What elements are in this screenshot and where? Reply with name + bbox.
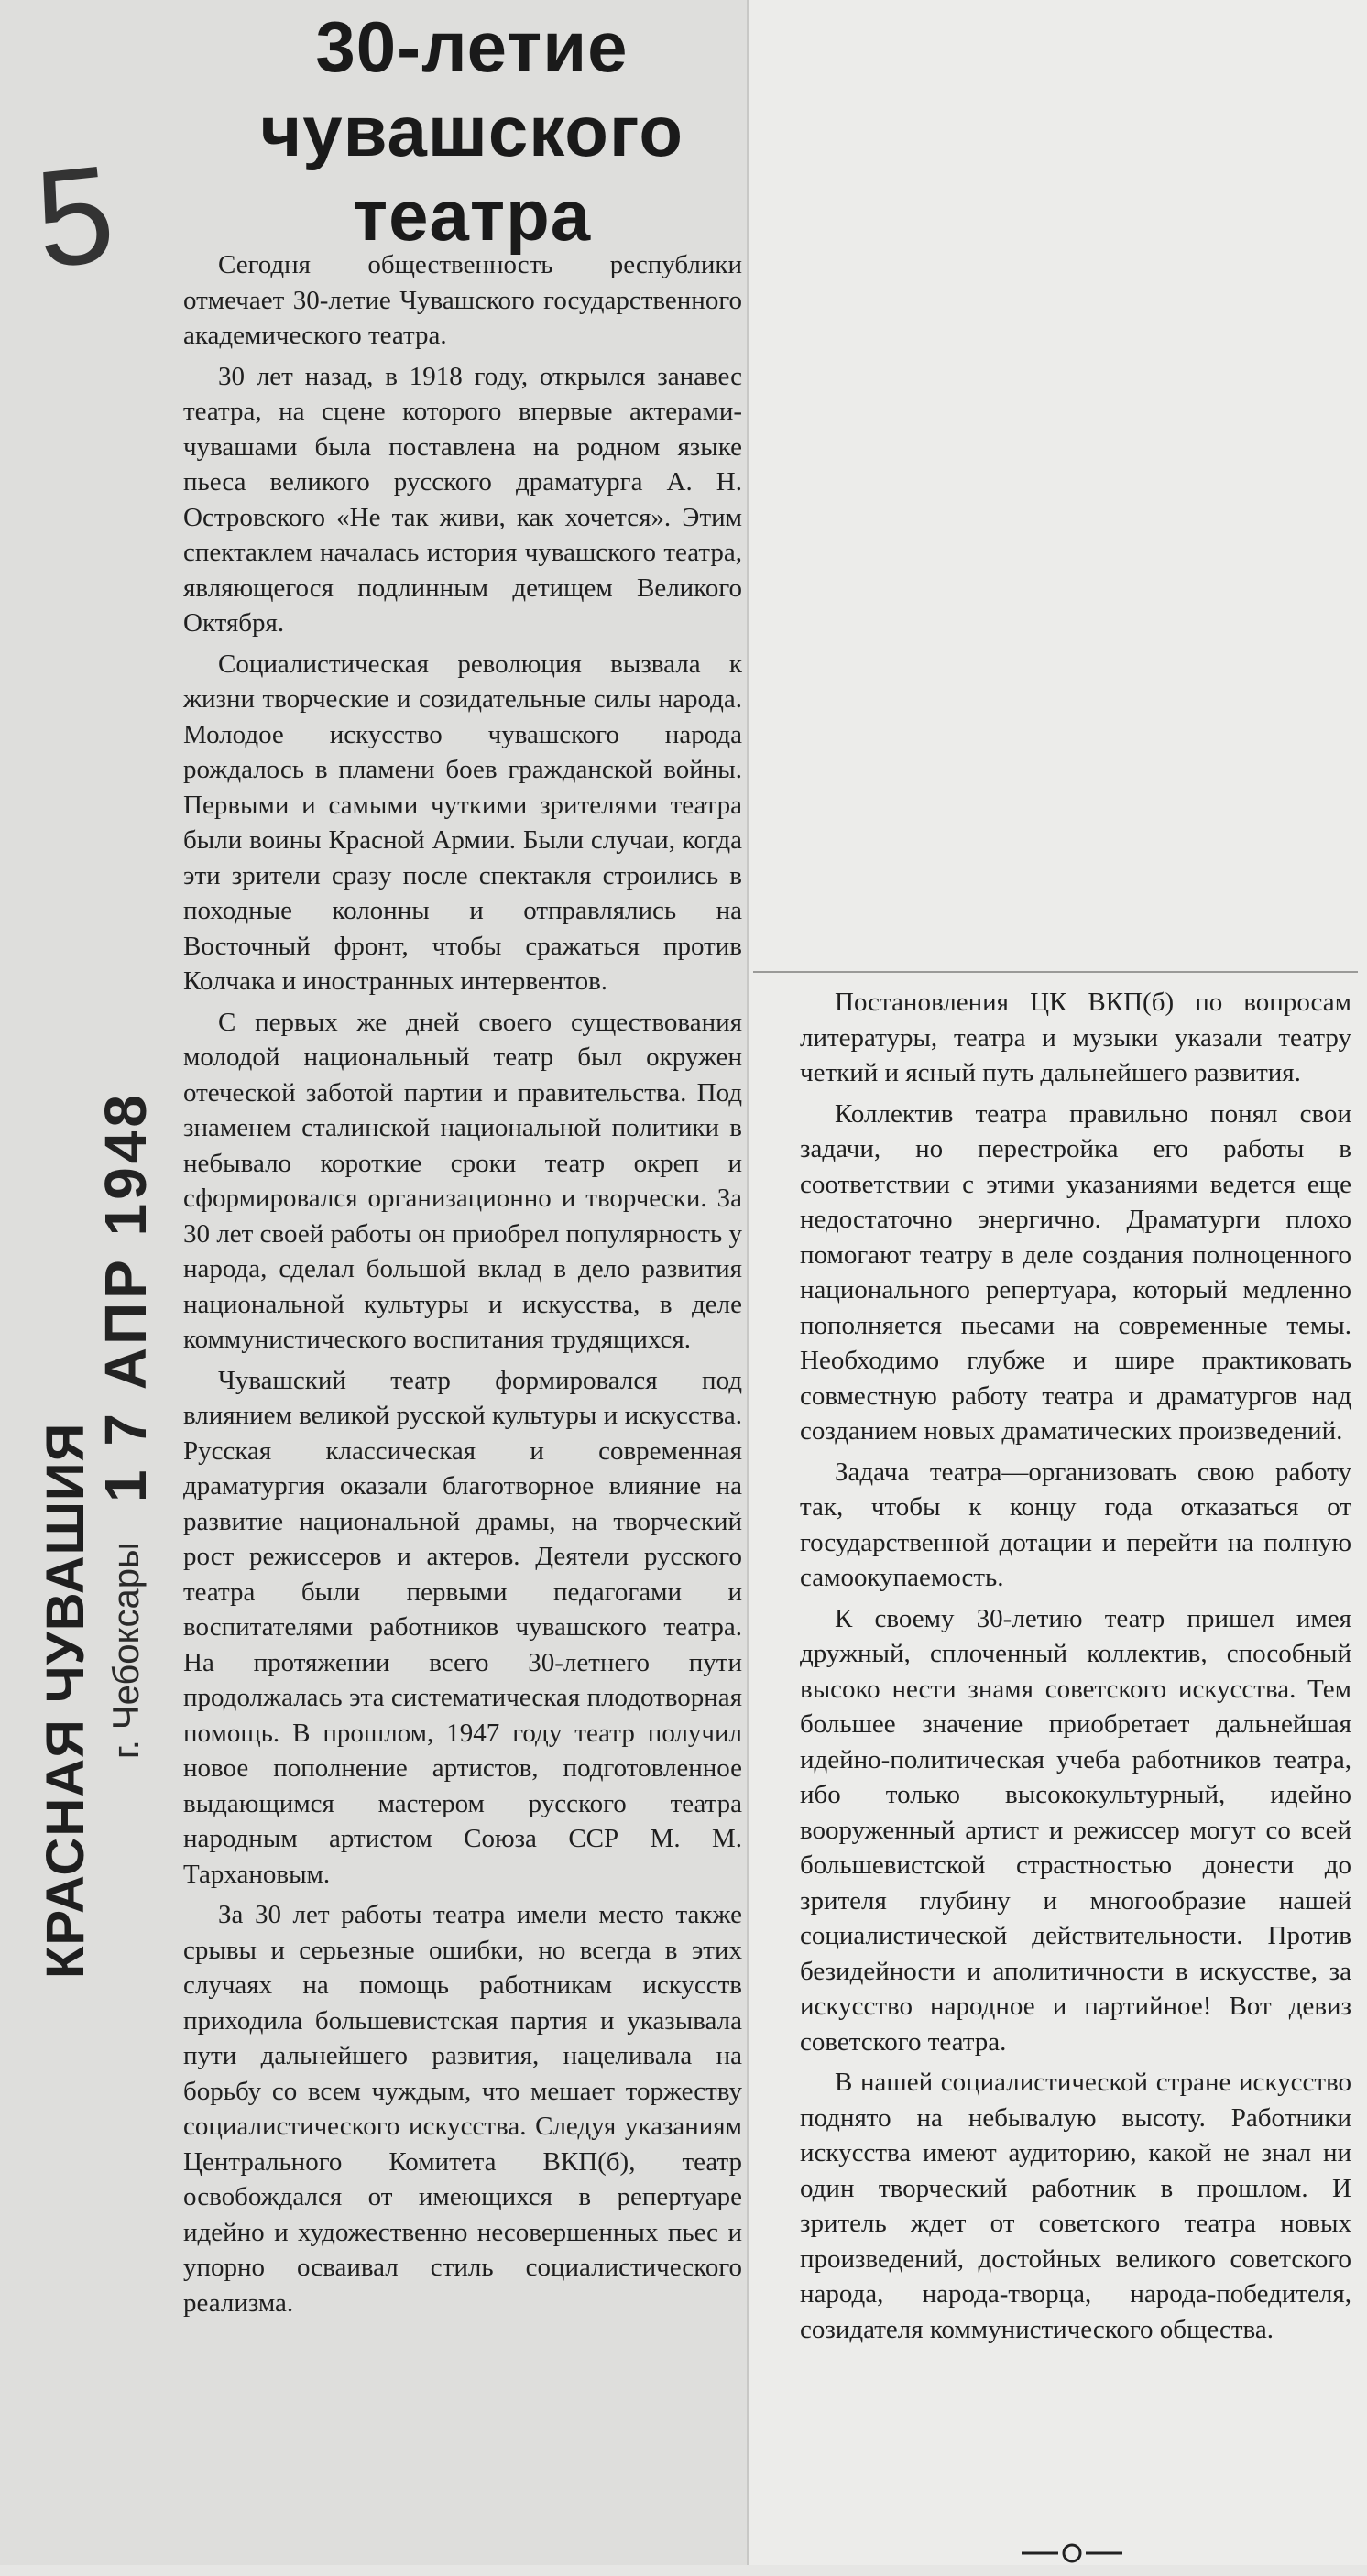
paragraph: За 30 лет работы театра имели место также срывы и серьезные ошибки, но всегда в этих случаях на помощь работникам искусств приходила большевистская партия и указывала пути дальнейшего развития, нацеливала на борьбу со всем чуждым, что мешает торжеству социалистического искусства. Следуя указаниям Центрального Комитета ВКП(б), театр освобождался от имеющихся в репертуаре идейно и художественно несовершенных пьес и упорно осваивал стиль социалистического реализма. xyxy=(183,1900,742,2318)
article-column-left xyxy=(183,247,742,2326)
paragraph: В нашей социалистической стране искусство поднято на небывалую высоту. Работники искусства имеют аудиторию, какой не знал ни один творческий работник в прошлом. И зритель ждет от советского театра новых произведений, достойных великого советского народа, народа-творца, народа-победителя, созидателя коммунистического общества. xyxy=(800,2068,1351,2344)
paragraph: Сегодня общественность республики отмечает 30-летие Чувашского государственного академического театра. xyxy=(183,250,742,350)
paragraph: Коллектив театра правильно понял свои задачи, но перестройка его работы в соответствии с этими указаниями ведется еще недостаточно энергично. Драматурги плохо помогают театру в деле создания полноценного национального репертуара, который медленно пополняется пьесами на современные темы. Необходимо глубже и шире практиковать совместную работу театра и драматургов над созданием новых драматических произведений. xyxy=(800,1098,1351,1446)
paragraph: К своему 30-летию театр пришел имея дружный, сплоченный коллектив, способный высоко нести знамя советского искусства. Тем большее значение приобретает дальнейшая идейно-политическая учеба работников театра, ибо только высококультурный, идейно вооруженный артист и режиссер могут со всей большевистской страстностью донести до зрителя глубину и многообразие нашей социалистической действительности. Против безидейности и аполитичности в искусстве, за искусство народное и партийное! Вот девиз советского театра. xyxy=(800,1603,1351,2057)
archive-stamp xyxy=(18,586,174,1979)
column-top-rule xyxy=(753,971,1358,973)
paragraph: 30 лет назад, в 1918 году, открылся занавес театра, на сцене которого впервые актерами-чувашами была поставлена на родном языке пьеса великого русского драматурга А. Н. Островского «Не так живи, как хочется». Этим спектаклем началась история чувашского театра, являющегося подлинным детищем Великого Октября. xyxy=(183,361,742,638)
paragraph: Чувашский театр формировался под влиянием великой русской культуры и искусства. Русская классическая и современная драматургия оказали благотворное влияние на развитие национальной драмы, на творческий рост режиссеров и актеров. Деятели русского театра были первыми педагогами и воспитателями работников чувашского театра. На протяжении всего 30-летнего пути продолжалась эта систематическая плодотворная помощь. В прошлом, 1947 году театр получил новое пополнение артистов, подготовленное выдающимся мастером русского театра народным артистом Союза ССР М. М. Тархановым. xyxy=(183,1365,742,1889)
pencil-page-number: 5 xyxy=(28,136,121,297)
article-column-right xyxy=(800,985,1351,2352)
stamp-city: г. Чебоксары xyxy=(106,1542,147,1759)
headline-line-3: театра xyxy=(352,175,592,256)
paragraph: Социалистическая революция вызвала к жизни творческие и созидательные силы народа. Молодое искусство чувашского народа рождалось в пламени боев гражданской войны. Первыми и самыми чуткими зрителями театра были воины Красной Армии. Были случаи, когда эти зрители сразу после спектакля строились в походные колонны и отправлялись на Восточный фронт, чтобы сражаться против Колчака и иностранных интервентов. xyxy=(183,649,742,996)
headline-line-2: чувашского xyxy=(259,91,684,171)
sheet-divider xyxy=(747,0,749,2565)
stamp-date: 1 7 АПР 1948 xyxy=(93,1091,159,1502)
stamp-newspaper-name: КРАСНАЯ ЧУВАШИЯ xyxy=(36,1422,95,1979)
article-headline xyxy=(197,5,747,257)
paragraph: С первых же дней своего существования молодой национальный театр был окружен отеческой заботой партии и правительства. Под знаменем сталинской национальной политики в небывало короткие сроки театр окреп и сформировался организационно и творчески. За 30 лет своей работы он приобрел популярность у народа, сделал большой вклад в дело развития национальной культуры и искусства, в деле коммунистического воспитания трудящихся. xyxy=(183,1007,742,1354)
headline-line-1: 30-летие xyxy=(315,6,629,87)
end-ornament-icon xyxy=(1017,2533,1127,2560)
paragraph: Постановления ЦК ВКП(б) по вопросам литературы, театра и музыки указали театру четкий и ясный путь дальнейшего развития. xyxy=(800,988,1351,1087)
paragraph: Задача театра—организовать свою работу так, чтобы к концу года отказаться от государственной дотации и перейти на полную самоокупаемость. xyxy=(800,1457,1351,1592)
